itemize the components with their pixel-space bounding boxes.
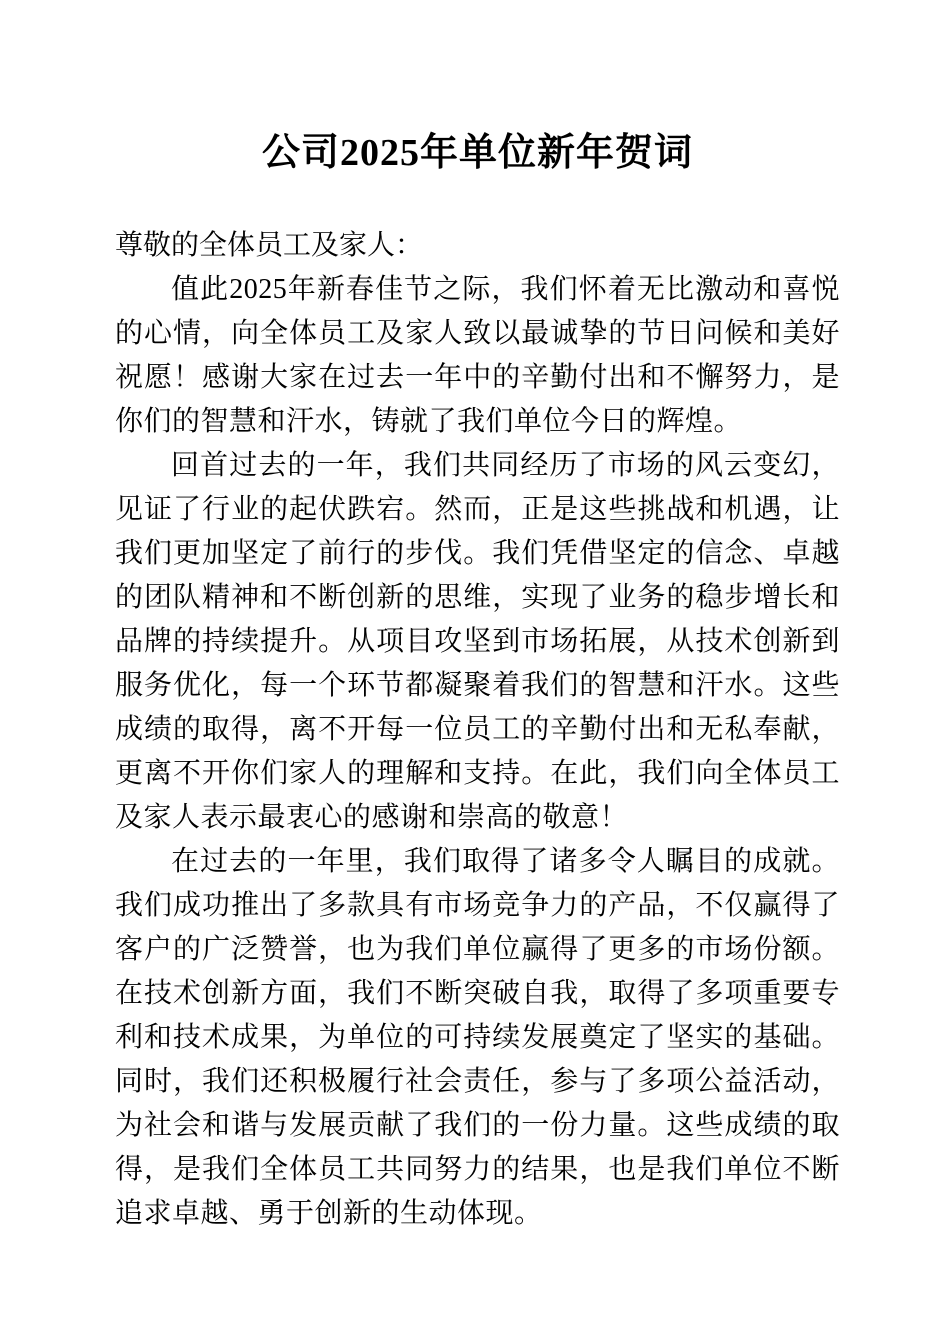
paragraph-2: 回首过去的一年，我们共同经历了市场的风云变幻，见证了行业的起伏跌宕。然而，正是这些挑战和机遇，让我们更加坚定了前行的步伐。我们凭借坚定的信念、卓越的团队精神和不断创新的思维，实现了业务的稳步增长和品牌的持续提升。从项目攻坚到市场拓展，从技术创新到服务优化，每一个环节都凝聚着我们的智慧和汗水。这些成绩的取得，离不开每一位员工的辛勤付出和无私奉献，更离不开你们家人的理解和支持。在此，我们向全体员工及家人表示最衷心的感谢和崇高的敬意！ xyxy=(115,450,840,833)
paragraph-1: 值此2025年新春佳节之际，我们怀着无比激动和喜悦的心情，向全体员工及家人致以最诚挚的节日问候和美好祝愿！感谢大家在过去一年中的辛勤付出和不懈努力，是你们的智慧和汗水，铸就了我们单位今日的辉煌。 xyxy=(115,274,840,437)
salutation: 尊敬的全体员工及家人： xyxy=(115,230,424,261)
document-title: 公司2025年单位新年贺词 xyxy=(261,132,693,174)
paragraph-3: 在过去的一年里，我们取得了诸多令人瞩目的成就。我们成功推出了多款具有市场竞争力的产品，不仅赢得了客户的广泛赞誉，也为我们单位赢得了更多的市场份额。在技术创新方面，我们不断突破自我，取得了多项重要专利和技术成果，为单位的可持续发展奠定了坚实的基础。同时，我们还积极履行社会责任，参与了多项公益活动，为社会和谐与发展贡献了我们的一份力量。这些成绩的取得，是我们全体员工共同努力的结果，也是我们单位不断追求卓越、勇于创新的生动体现。 xyxy=(115,846,840,1229)
